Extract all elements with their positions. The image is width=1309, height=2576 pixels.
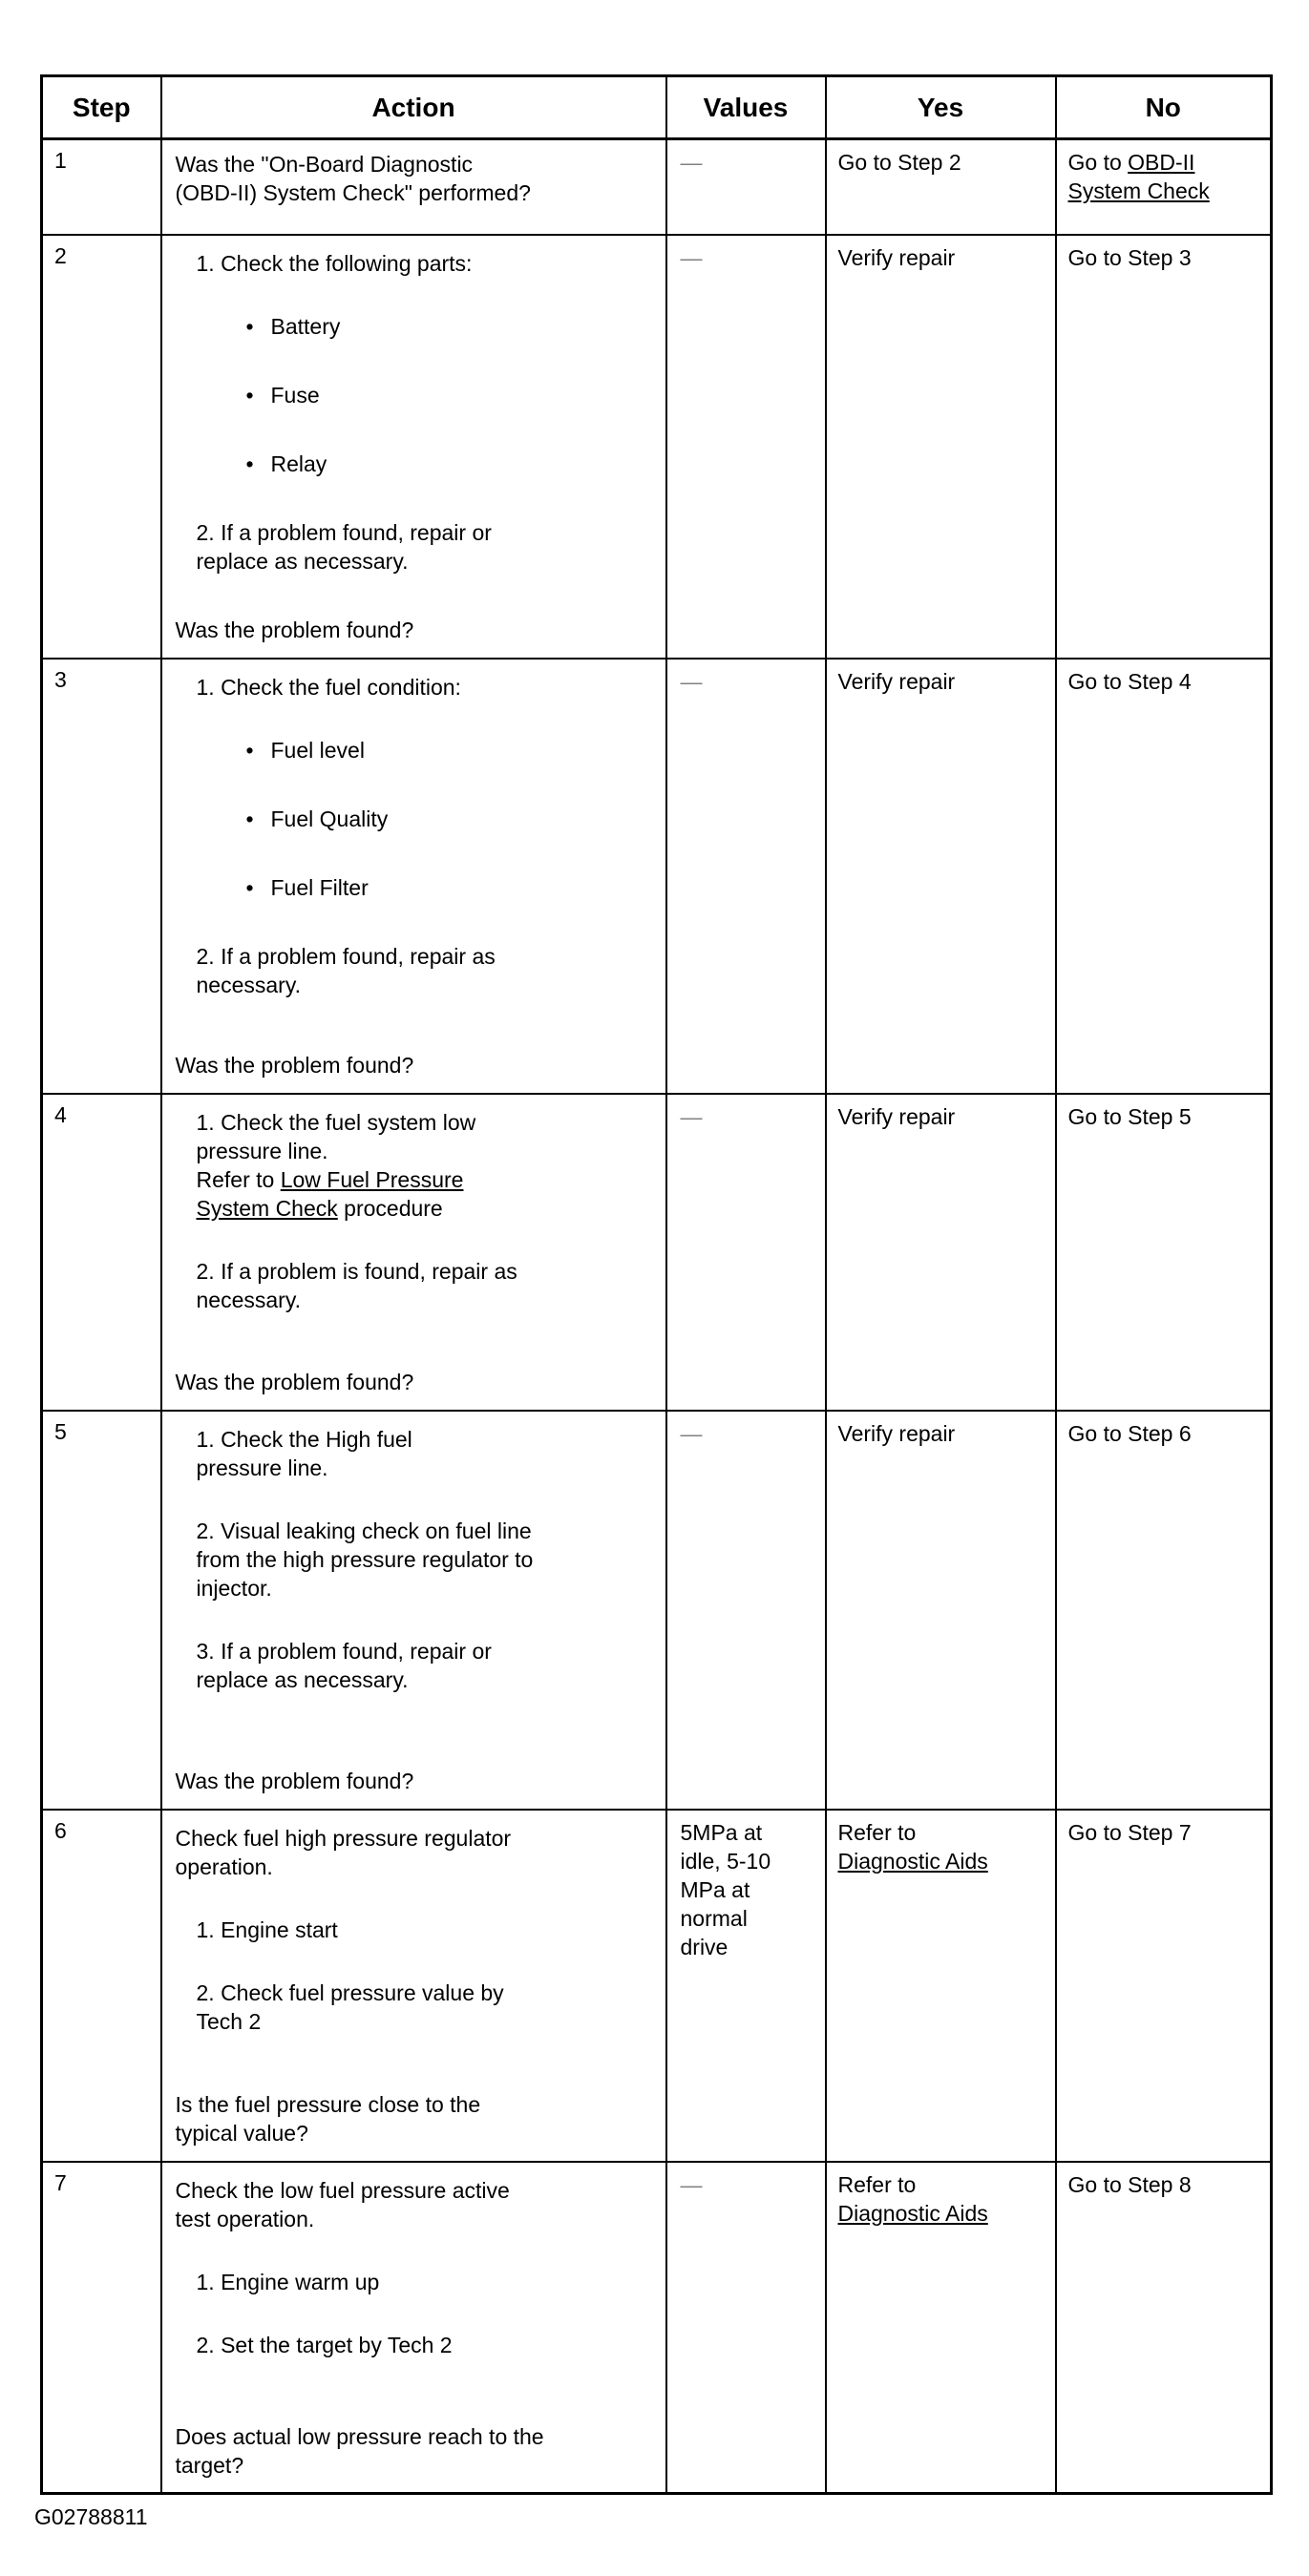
values-dash: —	[680, 1103, 704, 1129]
no-cell	[1056, 2162, 1272, 2494]
bullet-text: Battery	[270, 313, 341, 339]
step-cell	[42, 235, 161, 659]
values-dash: —	[680, 668, 704, 694]
header-row	[42, 76, 1272, 139]
values-cell	[666, 235, 826, 659]
yes-text: Verify repair	[837, 668, 956, 694]
values-dash: —	[680, 244, 704, 270]
table-row	[42, 1810, 1272, 2162]
values-dash: —	[680, 2171, 704, 2197]
step-cell	[42, 139, 161, 235]
action-cell	[161, 659, 666, 1094]
action-question: Was the problem found?	[175, 1369, 414, 1394]
action-question: Does actual low pressure reach to the target?	[175, 2423, 544, 2478]
step-number: 3	[54, 666, 67, 692]
yes-cell	[826, 1810, 1056, 2162]
obd-system-check-link[interactable]: OBD-II System Check	[1067, 150, 1210, 203]
step-number: 5	[54, 1418, 67, 1444]
no-text: Go to Step 3	[1067, 244, 1192, 270]
no-cell	[1056, 1094, 1272, 1411]
yes-cell	[826, 235, 1056, 659]
column-header-values: Values	[666, 76, 826, 139]
table-row	[42, 659, 1272, 1094]
action-question: Is the fuel pressure close to the typical value?	[175, 2091, 481, 2146]
column-header-step: Step	[42, 76, 161, 139]
no-text: Go to Step 7	[1067, 1819, 1192, 1845]
bullet-item	[246, 873, 558, 902]
yes-text: Refer to	[837, 2171, 917, 2197]
no-text: Go to Step 4	[1067, 668, 1192, 694]
yes-text: Verify repair	[837, 1103, 956, 1129]
yes-text: Verify repair	[837, 244, 956, 270]
no-cell	[1056, 235, 1272, 659]
step-cell	[42, 1411, 161, 1810]
action-refer: Refer to Low Fuel Pressure System Check procedure	[196, 1166, 464, 1221]
column-header-action: Action	[161, 76, 666, 139]
action-cell	[161, 1411, 666, 1810]
yes-text: Go to Step 2	[837, 150, 961, 175]
action-item: 1. Engine warm up	[196, 2269, 380, 2294]
no-text: Go to Step 8	[1067, 2171, 1192, 2197]
column-header-no: No	[1056, 76, 1272, 139]
bullet-item	[246, 450, 558, 478]
action-item: 2. If a problem is found, repair as necessary.	[196, 1258, 517, 1312]
step-number: 7	[54, 2169, 67, 2195]
yes-cell	[826, 1411, 1056, 1810]
values-cell	[666, 1810, 826, 2162]
bullet-item	[246, 805, 558, 833]
values-cell	[666, 2162, 826, 2494]
table-row	[42, 1094, 1272, 1411]
values-cell	[666, 1411, 826, 1810]
action-cell	[161, 235, 666, 659]
diagnostic-aids-link[interactable]: Diagnostic Aids	[837, 1848, 988, 1874]
bullet-list	[246, 312, 558, 518]
bullet-text: Fuel level	[270, 737, 365, 763]
action-item: 2. Set the target by Tech 2	[196, 2332, 453, 2357]
yes-cell	[826, 659, 1056, 1094]
action-intro: Check fuel high pressure regulator operation.	[175, 1825, 512, 1879]
action-cell	[161, 2162, 666, 2494]
figure-id: G02788811	[34, 2504, 148, 2529]
bullet-text: Fuse	[270, 382, 320, 408]
action-intro: Check the low fuel pressure active test operation.	[175, 2177, 510, 2231]
values-text: 5MPa at idle, 5-10 MPa at normal drive	[680, 1819, 771, 1959]
step-number: 4	[54, 1101, 67, 1127]
no-cell	[1056, 1411, 1272, 1810]
action-item: 1. Engine start	[196, 1916, 338, 1942]
bullet-text: Fuel Quality	[270, 806, 389, 831]
action-cell	[161, 139, 666, 235]
action-question: Was the problem found?	[175, 617, 414, 642]
values-dash: —	[680, 1420, 704, 1446]
action-item: 2. If a problem found, repair or replace as necessary.	[196, 519, 492, 574]
step-number: 2	[54, 242, 67, 268]
bullet-item	[246, 736, 558, 764]
values-dash: —	[680, 150, 704, 175]
values-cell	[666, 1094, 826, 1411]
step-number: 1	[54, 148, 67, 173]
bullet-item	[246, 312, 558, 341]
action-item: 1. Check the fuel condition:	[196, 674, 461, 700]
bullet-item	[246, 381, 558, 409]
no-text: Go to	[1067, 150, 1129, 175]
table-row	[42, 139, 1272, 235]
no-cell	[1056, 659, 1272, 1094]
bullet-text: Fuel Filter	[270, 874, 369, 900]
no-cell	[1056, 1810, 1272, 2162]
action-question: Was the problem found?	[175, 1052, 414, 1078]
bullet-list	[246, 736, 558, 942]
table-row	[42, 235, 1272, 659]
step-cell	[42, 1810, 161, 2162]
action-item: 2. Check fuel pressure value by Tech 2	[196, 1979, 504, 2034]
step-number: 6	[54, 1817, 67, 1843]
action-item: 1. Check the High fuel pressure line.	[196, 1426, 412, 1480]
table-row	[42, 2162, 1272, 2494]
bullet-text: Relay	[270, 450, 327, 476]
values-cell	[666, 139, 826, 235]
action-cell	[161, 1094, 666, 1411]
yes-cell	[826, 1094, 1056, 1411]
values-cell	[666, 659, 826, 1094]
no-text: Go to Step 6	[1067, 1420, 1192, 1446]
action-question: Was the "On-Board Diagnostic (OBD-II) System Check" performed?	[175, 152, 531, 205]
step-cell	[42, 2162, 161, 2494]
yes-cell	[826, 2162, 1056, 2494]
no-text: Go to Step 5	[1067, 1103, 1192, 1129]
action-item: 2. If a problem found, repair as necessary.	[196, 943, 496, 997]
action-item: 1. Check the fuel system low pressure line.	[196, 1109, 476, 1163]
action-item: 3. If a problem found, repair or replace as necessary.	[196, 1638, 492, 1692]
yes-text: Refer to	[837, 1819, 917, 1845]
yes-text: Verify repair	[837, 1420, 956, 1446]
step-cell	[42, 1094, 161, 1411]
action-cell	[161, 1810, 666, 2162]
no-cell	[1056, 139, 1272, 235]
column-header-yes: Yes	[826, 76, 1056, 139]
diagnostic-table	[40, 74, 1273, 2495]
low-fuel-pressure-link[interactable]: Low Fuel Pressure System Check	[196, 1166, 464, 1221]
action-question: Was the problem found?	[175, 1768, 414, 1793]
table-row	[42, 1411, 1272, 1810]
yes-cell	[826, 139, 1056, 235]
action-item: 1. Check the following parts:	[196, 250, 473, 276]
step-cell	[42, 659, 161, 1094]
diagnostic-aids-link[interactable]: Diagnostic Aids	[837, 2200, 988, 2226]
action-item: 2. Visual leaking check on fuel line from the high pressure regulator to injector.	[196, 1518, 534, 1601]
